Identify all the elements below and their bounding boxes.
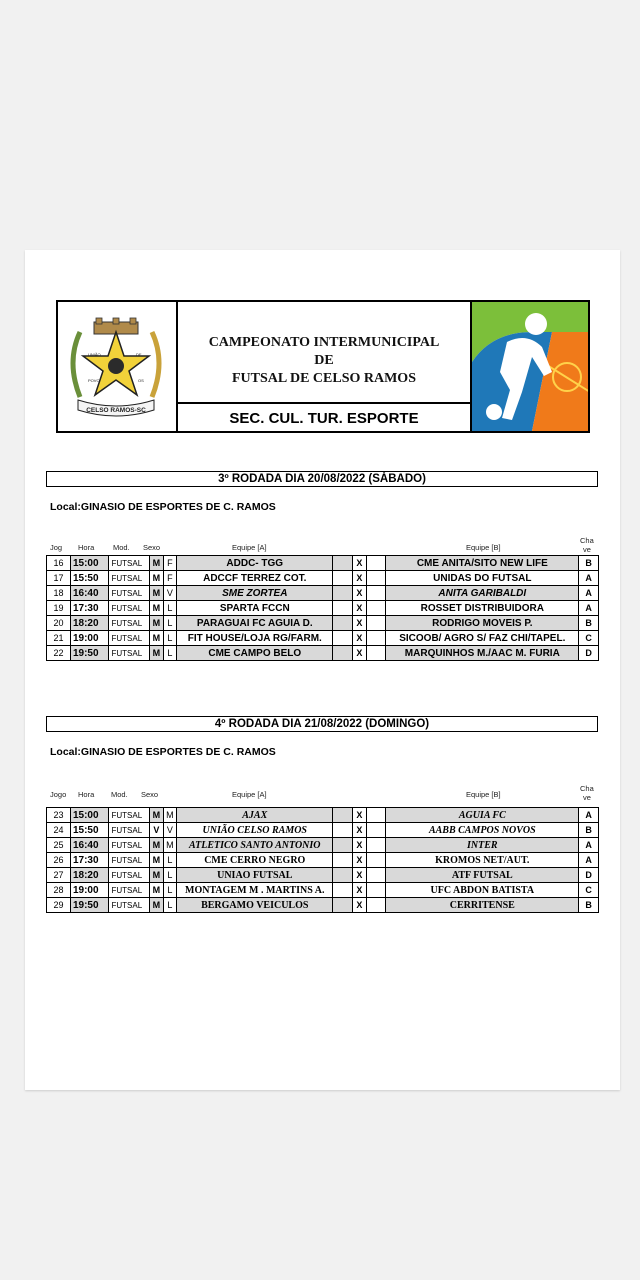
spacer-cell bbox=[333, 883, 353, 898]
crest-text-right: DE bbox=[136, 352, 142, 357]
game-modality: FUTSAL bbox=[109, 601, 150, 616]
team-b: UFC ABDON BATISTA bbox=[386, 883, 579, 898]
game-sex-1: M bbox=[150, 898, 164, 913]
team-a: MONTAGEM M . MARTINS A. bbox=[177, 883, 333, 898]
game-number: 20 bbox=[47, 616, 71, 631]
team-b: ANITA GARIBALDI bbox=[386, 586, 579, 601]
game-sex-2: L bbox=[163, 616, 177, 631]
game-time: 18:20 bbox=[70, 868, 109, 883]
col-chave-1-r4: Cha bbox=[580, 784, 594, 793]
group-key: A bbox=[579, 838, 599, 853]
game-number: 26 bbox=[47, 853, 71, 868]
team-a: ADDC- TGG bbox=[177, 556, 333, 571]
versus-mark: X bbox=[353, 838, 367, 853]
versus-mark: X bbox=[353, 883, 367, 898]
table-row bbox=[47, 631, 599, 646]
team-b: MARQUINHOS M./AAC M. FURIA bbox=[386, 646, 579, 661]
table-row bbox=[47, 853, 599, 868]
spacer-cell bbox=[333, 838, 353, 853]
versus-mark: X bbox=[353, 571, 367, 586]
game-modality: FUTSAL bbox=[109, 586, 150, 601]
game-sex-2: V bbox=[163, 586, 177, 601]
game-sex-1: M bbox=[150, 556, 164, 571]
game-sex-1: M bbox=[150, 571, 164, 586]
team-b: CERRITENSE bbox=[386, 898, 579, 913]
game-sex-2: L bbox=[163, 898, 177, 913]
col-sexo: Sexo bbox=[143, 543, 161, 552]
game-sex-2: M bbox=[163, 838, 177, 853]
col-hora-r4: Hora bbox=[78, 790, 95, 799]
game-modality: FUTSAL bbox=[109, 883, 150, 898]
game-modality: FUTSAL bbox=[109, 838, 150, 853]
spacer-cell bbox=[333, 868, 353, 883]
game-sex-1: M bbox=[150, 853, 164, 868]
game-number: 18 bbox=[47, 586, 71, 601]
table-row bbox=[47, 601, 599, 616]
col-equipe-a-r4: Equipe [A] bbox=[232, 790, 267, 799]
table-row bbox=[47, 808, 599, 823]
versus-mark: X bbox=[353, 586, 367, 601]
versus-mark: X bbox=[353, 898, 367, 913]
game-time: 16:40 bbox=[70, 838, 109, 853]
game-time: 15:50 bbox=[70, 571, 109, 586]
col-jogo-r4: Jogo bbox=[50, 790, 67, 799]
spacer-cell bbox=[333, 898, 353, 913]
game-sex-1: V bbox=[150, 823, 164, 838]
spacer-cell bbox=[366, 631, 386, 646]
col-mod-r4: Mod. bbox=[111, 790, 128, 799]
spacer-cell bbox=[366, 646, 386, 661]
spacer-cell bbox=[333, 556, 353, 571]
game-time: 15:50 bbox=[70, 823, 109, 838]
versus-mark: X bbox=[353, 556, 367, 571]
col-chave-1: Cha bbox=[580, 536, 594, 545]
col-jogo: Jog bbox=[50, 543, 63, 552]
game-modality: FUTSAL bbox=[109, 631, 150, 646]
team-b: SICOOB/ AGRO S/ FAZ CHI/TAPEL. bbox=[386, 631, 579, 646]
group-key: A bbox=[579, 571, 599, 586]
spacer-cell bbox=[366, 571, 386, 586]
game-time: 19:50 bbox=[70, 898, 109, 913]
futsal-player-icon bbox=[472, 302, 588, 431]
col-chave-2-r4: ve bbox=[583, 793, 591, 802]
group-key: A bbox=[579, 808, 599, 823]
col-equipe-b: Equipe [B] bbox=[466, 543, 501, 552]
title-cell bbox=[178, 302, 470, 402]
spacer-cell bbox=[333, 823, 353, 838]
col-equipe-a: Equipe [A] bbox=[232, 543, 267, 552]
col-mod: Mod. bbox=[113, 543, 130, 552]
crest-text-left2: POVO bbox=[88, 378, 100, 383]
game-number: 29 bbox=[47, 898, 71, 913]
group-key: D bbox=[579, 646, 599, 661]
table-row bbox=[47, 868, 599, 883]
group-key: C bbox=[579, 631, 599, 646]
game-time: 19:50 bbox=[70, 646, 109, 661]
game-number: 16 bbox=[47, 556, 71, 571]
col-equipe-b-r4: Equipe [B] bbox=[466, 790, 501, 799]
round3-location: Local:GINASIO DE ESPORTES DE C. RAMOS bbox=[50, 501, 276, 513]
game-sex-1: M bbox=[150, 616, 164, 631]
spacer-cell bbox=[366, 868, 386, 883]
team-a: UNIÃO CELSO RAMOS bbox=[177, 823, 333, 838]
team-a: CME CERRO NEGRO bbox=[177, 853, 333, 868]
department-label: SEC. CUL. TUR. ESPORTE bbox=[178, 402, 470, 433]
versus-mark: X bbox=[353, 868, 367, 883]
game-sex-2: L bbox=[163, 631, 177, 646]
team-b: UNIDAS DO FUTSAL bbox=[386, 571, 579, 586]
team-b: ROSSET DISTRIBUIDORA bbox=[386, 601, 579, 616]
game-sex-1: M bbox=[150, 586, 164, 601]
team-b: RODRIGO MOVEIS P. bbox=[386, 616, 579, 631]
team-a: SPARTA FCCN bbox=[177, 601, 333, 616]
game-modality: FUTSAL bbox=[109, 556, 150, 571]
round3-title: 3º RODADA DIA 20/08/2022 (SÁBADO) bbox=[46, 471, 598, 487]
spacer-cell bbox=[333, 853, 353, 868]
spacer-cell bbox=[333, 571, 353, 586]
game-modality: FUTSAL bbox=[109, 898, 150, 913]
round4-title: 4º RODADA DIA 21/08/2022 (DOMINGO) bbox=[46, 716, 598, 732]
team-b: CME ANITA/SITO NEW LIFE bbox=[386, 556, 579, 571]
team-a: PARAGUAI FC AGUIA D. bbox=[177, 616, 333, 631]
game-time: 19:00 bbox=[70, 631, 109, 646]
game-time: 15:00 bbox=[70, 556, 109, 571]
team-b: ATF FUTSAL bbox=[386, 868, 579, 883]
header-box bbox=[56, 300, 590, 433]
game-modality: FUTSAL bbox=[109, 853, 150, 868]
game-number: 17 bbox=[47, 571, 71, 586]
versus-mark: X bbox=[353, 616, 367, 631]
team-a: CME CAMPO BELO bbox=[177, 646, 333, 661]
spacer-cell bbox=[366, 616, 386, 631]
spacer-cell bbox=[333, 631, 353, 646]
game-number: 25 bbox=[47, 838, 71, 853]
spacer-cell bbox=[333, 586, 353, 601]
spacer-cell bbox=[333, 616, 353, 631]
game-sex-2: L bbox=[163, 646, 177, 661]
group-key: B bbox=[579, 898, 599, 913]
game-time: 19:00 bbox=[70, 883, 109, 898]
versus-mark: X bbox=[353, 631, 367, 646]
group-key: C bbox=[579, 883, 599, 898]
spacer-cell bbox=[366, 898, 386, 913]
versus-mark: X bbox=[353, 808, 367, 823]
city-crest-cell bbox=[58, 302, 178, 431]
spacer-cell bbox=[366, 838, 386, 853]
game-modality: FUTSAL bbox=[109, 646, 150, 661]
table-row bbox=[47, 586, 599, 601]
group-key: A bbox=[579, 601, 599, 616]
spacer-cell bbox=[333, 646, 353, 661]
team-b: KROMOS NET/AUT. bbox=[386, 853, 579, 868]
group-key: B bbox=[579, 616, 599, 631]
team-a: ADCCF TERREZ COT. bbox=[177, 571, 333, 586]
spacer-cell bbox=[333, 808, 353, 823]
game-time: 15:00 bbox=[70, 808, 109, 823]
spacer-cell bbox=[333, 601, 353, 616]
game-sex-1: M bbox=[150, 631, 164, 646]
title-line-3: FUTSAL DE CELSO RAMOS bbox=[232, 371, 416, 386]
team-b: AGUIA FC bbox=[386, 808, 579, 823]
spacer-cell bbox=[366, 823, 386, 838]
col-hora: Hora bbox=[78, 543, 95, 552]
spacer-cell bbox=[366, 808, 386, 823]
spacer-cell bbox=[366, 601, 386, 616]
game-sex-1: M bbox=[150, 838, 164, 853]
crest-text-left: UNIÃO bbox=[88, 352, 101, 357]
game-sex-2: V bbox=[163, 823, 177, 838]
spacer-cell bbox=[366, 853, 386, 868]
col-sexo-r4: Sexo bbox=[141, 790, 159, 799]
table-row bbox=[47, 823, 599, 838]
game-number: 27 bbox=[47, 868, 71, 883]
group-key: D bbox=[579, 868, 599, 883]
game-sex-1: M bbox=[150, 868, 164, 883]
team-a: FIT HOUSE/LOJA RG/FARM. bbox=[177, 631, 333, 646]
table-row bbox=[47, 571, 599, 586]
crest-text-right2: OS bbox=[138, 378, 144, 383]
game-number: 28 bbox=[47, 883, 71, 898]
game-time: 17:30 bbox=[70, 601, 109, 616]
city-crest-icon bbox=[58, 302, 174, 427]
game-sex-1: M bbox=[150, 808, 164, 823]
team-b: AABB CAMPOS NOVOS bbox=[386, 823, 579, 838]
round4-table bbox=[46, 807, 599, 913]
table-row bbox=[47, 898, 599, 913]
game-number: 21 bbox=[47, 631, 71, 646]
spacer-cell bbox=[366, 556, 386, 571]
round4-location: Local:GINASIO DE ESPORTES DE C. RAMOS bbox=[50, 746, 276, 758]
team-a: UNIAO FUTSAL bbox=[177, 868, 333, 883]
game-sex-1: M bbox=[150, 883, 164, 898]
game-number: 19 bbox=[47, 601, 71, 616]
game-number: 24 bbox=[47, 823, 71, 838]
game-number: 22 bbox=[47, 646, 71, 661]
game-time: 18:20 bbox=[70, 616, 109, 631]
game-modality: FUTSAL bbox=[109, 868, 150, 883]
game-sex-1: M bbox=[150, 601, 164, 616]
group-key: B bbox=[579, 823, 599, 838]
game-sex-2: L bbox=[163, 868, 177, 883]
round3-table bbox=[46, 555, 599, 661]
team-b: INTER bbox=[386, 838, 579, 853]
title-line-2: DE bbox=[314, 353, 334, 368]
game-modality: FUTSAL bbox=[109, 808, 150, 823]
game-sex-2: L bbox=[163, 883, 177, 898]
team-a: BERGAMO VEICULOS bbox=[177, 898, 333, 913]
game-number: 23 bbox=[47, 808, 71, 823]
game-sex-1: M bbox=[150, 646, 164, 661]
team-a: AJAX bbox=[177, 808, 333, 823]
game-sex-2: L bbox=[163, 601, 177, 616]
versus-mark: X bbox=[353, 646, 367, 661]
table-row bbox=[47, 616, 599, 631]
game-sex-2: L bbox=[163, 853, 177, 868]
versus-mark: X bbox=[353, 823, 367, 838]
group-key: A bbox=[579, 586, 599, 601]
spacer-cell bbox=[366, 883, 386, 898]
game-sex-2: F bbox=[163, 571, 177, 586]
table-row bbox=[47, 646, 599, 661]
game-sex-2: M bbox=[163, 808, 177, 823]
team-a: ATLETICO SANTO ANTONIO bbox=[177, 838, 333, 853]
versus-mark: X bbox=[353, 601, 367, 616]
group-key: B bbox=[579, 556, 599, 571]
game-modality: FUTSAL bbox=[109, 823, 150, 838]
game-modality: FUTSAL bbox=[109, 571, 150, 586]
title-line-1: CAMPEONATO INTERMUNICIPAL bbox=[208, 335, 440, 350]
col-chave-2: ve bbox=[583, 545, 591, 554]
game-sex-2: F bbox=[163, 556, 177, 571]
table-row bbox=[47, 838, 599, 853]
group-key: A bbox=[579, 853, 599, 868]
versus-mark: X bbox=[353, 853, 367, 868]
team-a: SME ZORTEA bbox=[177, 586, 333, 601]
table-row bbox=[47, 556, 599, 571]
table-row bbox=[47, 883, 599, 898]
game-time: 16:40 bbox=[70, 586, 109, 601]
game-time: 17:30 bbox=[70, 853, 109, 868]
crest-banner-text: CELSO RAMOS-SC bbox=[86, 407, 146, 414]
game-modality: FUTSAL bbox=[109, 616, 150, 631]
spacer-cell bbox=[366, 586, 386, 601]
futsal-graphic-cell bbox=[470, 302, 588, 431]
